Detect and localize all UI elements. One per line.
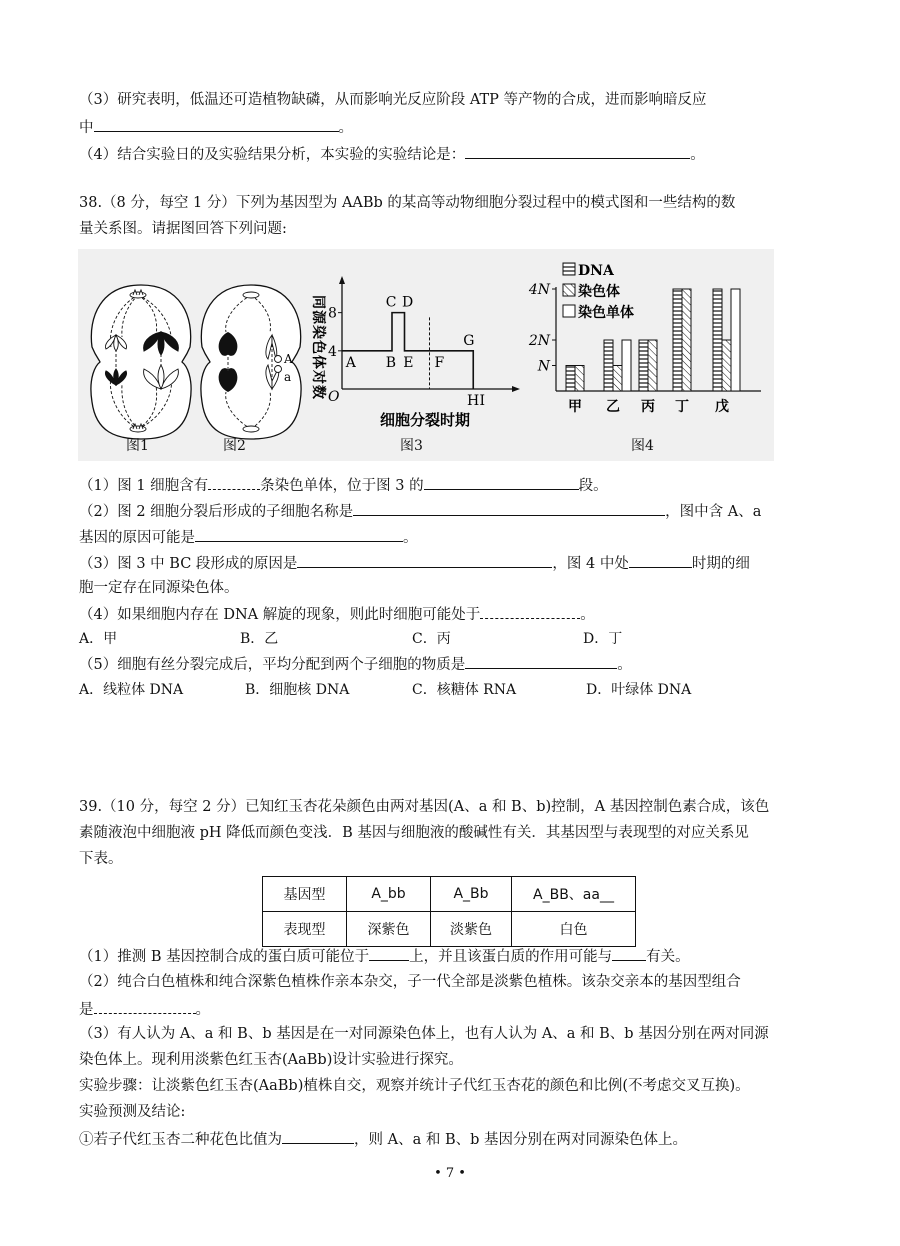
q39-sub3-text: （3）有人认为 A、a 和 B、b 基因是在一对同源染色体上，也有人认为 A、a 和 B、b 基因分别在两对同源 xyxy=(79,1026,769,1042)
gene-label-A: A xyxy=(284,352,293,366)
category-label: 戊 xyxy=(715,399,729,415)
punct: 段。 xyxy=(578,478,608,494)
q38-sub5 xyxy=(79,653,632,675)
figure-panel xyxy=(78,249,774,461)
q38-intro-line1 xyxy=(79,193,735,213)
category-label: 乙 xyxy=(606,399,620,415)
legend-swatch-1 xyxy=(563,284,575,296)
answer-blank[interactable] xyxy=(94,998,196,1014)
bar-group-1 xyxy=(604,340,631,391)
legend-swatch-2 xyxy=(563,305,575,317)
legend-label-2: 染色单体 xyxy=(578,305,634,321)
q39-sub3-line1 xyxy=(79,1024,769,1044)
punct: 。 xyxy=(403,530,418,546)
q39-sub2-line1 xyxy=(79,972,741,992)
q39-sub3-line2 xyxy=(79,1050,463,1070)
q38-sub4 xyxy=(79,603,595,625)
q39-conclusion-text: ①若子代红玉杏二种花色比值为 xyxy=(79,1132,282,1148)
q37-part3-line1 xyxy=(79,90,707,110)
table-cell: 白色 xyxy=(512,912,636,947)
bar-group-4 xyxy=(713,289,740,391)
q38-sub5-text: （5）细胞有丝分裂完成后，平均分配到两个子细胞的物质是 xyxy=(79,657,466,673)
q38-sub3-text-b: ，图 4 中处 xyxy=(552,556,629,572)
point-label-G: G xyxy=(463,332,475,349)
q38-intro-text-b: 量关系图。请据图回答下列问题: xyxy=(79,221,287,237)
figure-3-line-chart xyxy=(300,255,530,430)
q39-intro-line3 xyxy=(79,849,123,869)
cell-membrane xyxy=(91,285,191,439)
q39-predict-text: 实验预测及结论: xyxy=(79,1104,186,1120)
q39-step xyxy=(79,1076,750,1096)
bar-DNA xyxy=(604,340,613,391)
punct: 。 xyxy=(580,607,595,623)
answer-blank[interactable] xyxy=(465,143,690,159)
centriole-top xyxy=(243,292,259,298)
q38-sub2-line1 xyxy=(79,500,761,522)
q38-sub3-text-d: 胞一定存在同源染色体。 xyxy=(79,580,239,596)
answer-blank[interactable] xyxy=(94,116,339,132)
q39-sub1-text: （1）推测 B 基因控制合成的蛋白质可能位于 xyxy=(79,949,370,965)
figure-1-caption: 图1 xyxy=(126,438,149,454)
bar-染色体 xyxy=(682,289,691,391)
data-line xyxy=(342,313,473,389)
bar-group-3 xyxy=(673,289,691,391)
q5-option-d[interactable]: D．叶绿体 DNA xyxy=(586,682,692,698)
q38-sub2-text-b: ，图中含 A、a xyxy=(665,504,762,520)
bar-染色体 xyxy=(648,340,657,391)
q39-intro-text: 39.（10 分，每空 2 分）已知红玉杏花朵颜色由两对基因(A、a 和 B、b)控制，A 基因控制色素合成，该色 xyxy=(79,799,770,815)
point-label-F: F xyxy=(434,354,445,371)
q39-intro-text-b: 素随液泡中细胞液 pH 降低而颜色变浅．B 基因与细胞液的酸碱性有关．其基因型与表现型的对应关系见 xyxy=(79,825,749,841)
bar-group-2 xyxy=(639,340,657,391)
point-label-D: D xyxy=(402,294,414,311)
y-axis-label: 同源染色体对数 xyxy=(310,295,326,400)
bar-染色单体 xyxy=(622,340,631,391)
q37-part4-text: （4）结合实验日的及实验结果分析，本实验的实验结论是： xyxy=(79,147,466,163)
table-cell: 淡紫色 xyxy=(431,912,512,947)
category-label: 丙 xyxy=(641,399,655,415)
origin-label: O xyxy=(328,389,340,405)
q38-sub2-line2 xyxy=(79,526,418,548)
category-label: 甲 xyxy=(568,399,582,415)
figure-3-caption: 图3 xyxy=(400,438,423,454)
centriole-bottom xyxy=(243,426,259,432)
answer-blank[interactable] xyxy=(629,552,692,568)
genotype-phenotype-table xyxy=(262,876,636,947)
q37-part4-line xyxy=(79,143,705,165)
figure-2-caption: 图2 xyxy=(223,438,246,454)
table-cell: A_Bb xyxy=(431,877,512,912)
q39-sub2-text-b: 是 xyxy=(79,1002,94,1018)
answer-blank[interactable] xyxy=(369,945,409,961)
q37-part3-text-b: 中 xyxy=(79,120,94,136)
table-row-genotype xyxy=(263,877,636,912)
q39-conclusion-text-b: ，则 A、a 和 B、b 基因分别在两对同源染色体上。 xyxy=(354,1132,687,1148)
q38-sub4-text: （4）如果细胞内存在 DNA 解旋的现象，则此时细胞可能处于 xyxy=(79,607,481,623)
q5-option-b[interactable]: B．细胞核 DNA xyxy=(245,682,350,698)
y-tick-label: 8 xyxy=(328,305,337,322)
q38-sub3-text-c: 时期的细 xyxy=(691,556,750,572)
answer-blank[interactable] xyxy=(353,500,665,516)
q38-intro-text: 38.（8 分，每空 1 分）下列为基因型为 AABb 的某高等动物细胞分裂过程中的模式图和一些结构的数 xyxy=(79,195,736,211)
y-axis-arrow xyxy=(339,276,345,284)
figure-4-caption: 图4 xyxy=(631,438,654,454)
answer-blank[interactable] xyxy=(195,526,403,542)
answer-blank[interactable] xyxy=(208,474,260,490)
bar-染色体 xyxy=(575,366,584,392)
legend-swatch-0 xyxy=(563,263,575,275)
point-label-H: H xyxy=(467,393,480,409)
point-label-I: I xyxy=(479,393,486,409)
point-label-B: B xyxy=(385,354,397,371)
q39-intro-line2 xyxy=(79,823,749,843)
answer-blank[interactable] xyxy=(465,653,617,669)
table-cell: 深紫色 xyxy=(347,912,431,947)
q4-option-a[interactable]: A．甲 xyxy=(79,631,118,647)
q39-sub1 xyxy=(79,945,690,967)
bar-染色体 xyxy=(722,340,731,391)
q39-sub2-line2 xyxy=(79,998,210,1020)
answer-blank[interactable] xyxy=(612,945,646,961)
q37-part3-line2 xyxy=(79,116,353,138)
q38-sub3-line1 xyxy=(79,552,750,574)
q38-intro-line2 xyxy=(79,219,287,239)
q37-part3-text: （3）研究表明，低温还可造植物缺磷，从而影响光反应阶段 ATP 等产物的合成，进而影响暗反应 xyxy=(79,92,707,108)
y-tick-label: 4 xyxy=(328,343,337,360)
q39-sub1-text-b: 上，并且该蛋白质的作用可能与 xyxy=(409,949,613,965)
bar-染色单体 xyxy=(731,289,740,391)
q38-sub3-text: （3）图 3 中 BC 段形成的原因是 xyxy=(79,556,298,572)
table-row-phenotype xyxy=(263,912,636,947)
bar-DNA xyxy=(566,366,575,392)
answer-blank[interactable] xyxy=(282,1128,354,1144)
figure-2-cell-diagram xyxy=(196,277,306,447)
answer-blank[interactable] xyxy=(424,474,579,490)
punct: 有关。 xyxy=(646,949,690,965)
figure-1-cell-diagram xyxy=(86,277,196,447)
gene-label-a: a xyxy=(284,370,292,384)
q38-sub1-text-b: 条染色单体，位于图 3 的 xyxy=(260,478,424,494)
y-tick-label: N xyxy=(537,358,550,375)
bar-DNA xyxy=(713,289,722,391)
q39-predict xyxy=(79,1102,185,1122)
q4-option-b[interactable]: B．乙 xyxy=(240,631,279,647)
q5-option-c[interactable]: C．核糖体 RNA xyxy=(412,682,517,698)
x-axis-label: 细胞分裂时期 xyxy=(380,411,471,429)
bar-DNA xyxy=(639,340,648,391)
q38-sub1 xyxy=(79,474,608,496)
punct: 。 xyxy=(338,120,353,136)
y-tick-label: 2N xyxy=(528,333,550,349)
q39-sub2-text: （2）纯合白色植株和纯合深紫色植株作亲本杂交，子一代全部是淡紫色植株。该杂交亲本的基因型组合 xyxy=(79,974,741,990)
q38-sub2-text: （2）图 2 细胞分裂后形成的子细胞名称是 xyxy=(79,504,354,520)
bar-DNA xyxy=(673,289,682,391)
q38-sub3-line2 xyxy=(79,578,239,598)
q39-intro-line1 xyxy=(79,797,769,817)
figure-4-bar-chart xyxy=(518,253,768,428)
q38-sub1-text: （1）图 1 细胞含有 xyxy=(79,478,209,494)
page-number: • 7 • xyxy=(434,1166,466,1181)
q4-option-c[interactable]: C．丙 xyxy=(412,631,451,647)
punct: 。 xyxy=(195,1002,210,1018)
point-label-A: A xyxy=(345,354,356,371)
answer-blank[interactable] xyxy=(297,552,552,568)
q39-step-text: 实验步骤：让淡紫色红玉杏(AaBb)植株自交，观察并统计子代红玉杏花的颜色和比例(不考虑交叉互换)。 xyxy=(79,1078,750,1094)
punct: 。 xyxy=(690,147,705,163)
q5-option-a[interactable]: A．线粒体 DNA xyxy=(79,682,184,698)
answer-blank[interactable] xyxy=(480,603,580,619)
table-cell: 基因型 xyxy=(263,877,347,912)
table-cell: A_BB、aa__ xyxy=(512,877,636,912)
bar-group-0 xyxy=(566,366,584,392)
table-cell: A_bb xyxy=(347,877,431,912)
bar-染色体 xyxy=(613,366,622,392)
y-tick-label: 4N xyxy=(528,282,550,298)
point-label-E: E xyxy=(403,354,414,371)
table-cell: 表现型 xyxy=(263,912,347,947)
q4-option-d[interactable]: D．丁 xyxy=(583,631,623,647)
q38-sub2-text-c: 基因的原因可能是 xyxy=(79,530,195,546)
point-label-C: C xyxy=(385,294,397,311)
q39-intro-text-c: 下表。 xyxy=(79,851,123,867)
q39-sub3-text-b: 染色体上。现利用淡紫色红玉杏(AaBb)设计实验进行探究。 xyxy=(79,1052,463,1068)
category-label: 丁 xyxy=(675,399,689,415)
punct: 。 xyxy=(617,657,632,673)
legend-label-1: 染色体 xyxy=(578,284,620,300)
q39-conclusion-1 xyxy=(79,1128,687,1150)
legend-label-0: DNA xyxy=(578,263,614,279)
